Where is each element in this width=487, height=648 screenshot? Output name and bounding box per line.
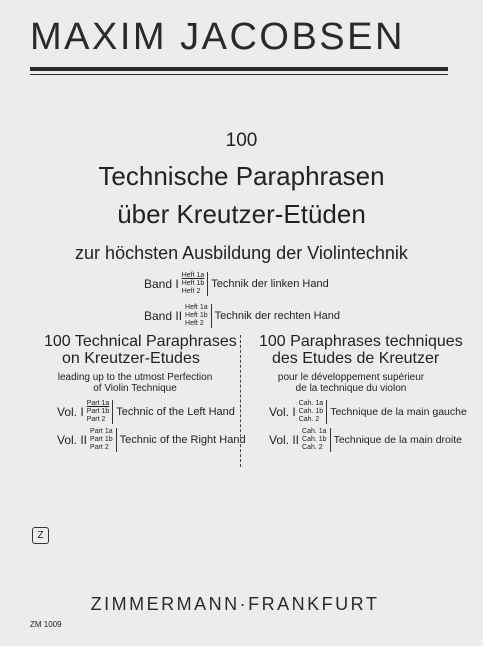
publisher-name: ZIMMERMANN·FRANKFURT [90,594,380,614]
part-label: Cah. 1b [302,436,327,443]
french-volume-2 [269,428,462,452]
part-label: Heft 1b [181,280,205,287]
part-label: Part 1a [86,400,110,407]
part-label: Heft 2 [185,320,204,327]
french-title-1: 100 Paraphrases techniques [259,333,463,350]
part-label: Cah. 1b [298,408,324,415]
volume-description: Technic of the Right Hand [119,434,246,446]
column-divider [240,335,241,467]
logo-glyph: Z [37,530,44,541]
band-parts [182,304,212,328]
english-volume-2 [57,428,246,452]
part-label: Part 2 [86,416,106,423]
band-description: Technik der linken Hand [211,278,329,290]
volume-label: Vol. I [269,405,296,419]
part-label: Part 1b [86,408,110,415]
french-lead [256,372,446,394]
band-label: Band I [144,277,179,291]
english-title-1: 100 Technical Paraphrases [44,333,237,350]
part-label: Cah. 1a [302,428,327,435]
composer-name: MAXIM JACOBSEN [30,16,405,58]
title-number: 100 [225,130,258,151]
volume-parts [296,400,328,424]
thin-rule [30,74,448,75]
lead-line: leading up to the utmost Perfection [57,372,213,383]
part-label: Cah. 1a [298,400,324,407]
part-label: Heft 2 [181,288,201,295]
part-label: Heft 1b [185,312,208,319]
volume-label: Vol. II [57,433,88,447]
volume-parts [84,400,114,424]
subtitle: zur höchsten Ausbildung der Violintechnik [75,243,408,263]
german-band-2 [144,304,340,328]
english-title-2: on Kreutzer-Etudes [62,350,200,367]
volume-label: Vol. I [57,405,84,419]
french-title-2: des Etudes de Kreutzer [272,350,440,367]
title-line-2: über Kreutzer-Etüden [117,199,366,229]
part-label: Part 1a [90,428,113,435]
german-band-1 [144,272,329,296]
french-volume-1 [269,400,467,424]
lead-line: de la technique du violon [295,383,407,394]
publisher-logo-icon [32,527,49,544]
volume-parts [299,428,331,452]
part-label: Heft 1a [181,272,205,279]
english-lead [40,372,230,394]
catalog-number: ZM 1009 [30,620,62,629]
volume-label: Vol. II [269,433,300,447]
thick-rule [30,67,448,71]
part-label: Cah. 2 [302,444,323,451]
band-description: Technik der rechten Hand [214,310,340,322]
band-parts [179,272,209,296]
lead-line: of Violin Technique [93,383,177,394]
volume-description: Technique de la main droite [333,434,462,446]
title-line-1: Technische Paraphrasen [98,161,385,191]
volume-parts [87,428,117,452]
volume-description: Technique de la main gauche [330,406,467,418]
volume-description: Technic of the Left Hand [116,406,235,418]
part-label: Part 2 [90,444,109,451]
part-label: Part 1b [90,436,113,443]
part-label: Heft 1a [185,304,208,311]
lead-line: pour le développement supérieur [277,372,425,383]
band-label: Band II [144,309,183,323]
part-label: Cah. 2 [298,416,320,423]
english-volume-1 [57,400,235,424]
